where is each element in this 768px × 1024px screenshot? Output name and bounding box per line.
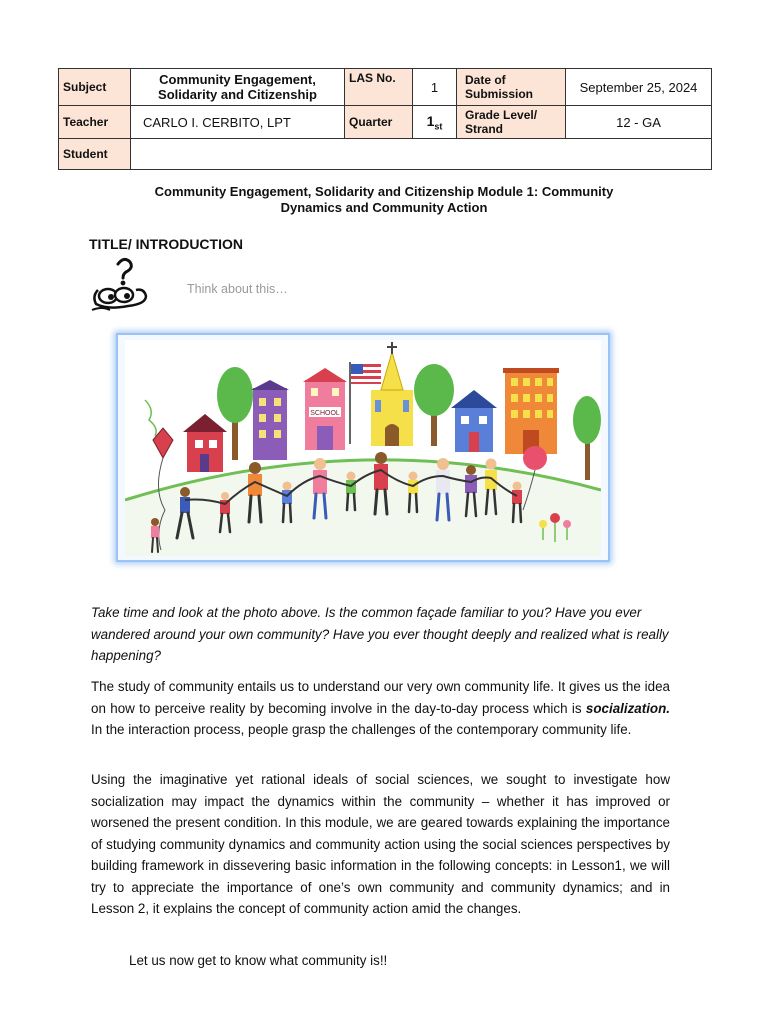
community-photo (116, 333, 610, 562)
think-about-this-text: Think about this… (187, 282, 288, 296)
subject-value: Community Engagement, Solidarity and Citizenship (131, 69, 345, 106)
las-value: 1 (413, 69, 457, 106)
date-value: September 25, 2024 (566, 69, 712, 106)
student-value-field[interactable] (131, 139, 712, 170)
module-title: Community Engagement, Solidarity and Citizenship Module 1: Community Dynamics and Community Action (154, 184, 614, 215)
quarter-value: $1_{st}$ (413, 106, 457, 139)
community-illustration (125, 340, 601, 556)
student-label: Student (59, 139, 131, 170)
thinking-eyes-icon (88, 254, 152, 314)
teacher-value: CARLO I. CERBITO, LPT (131, 106, 345, 139)
las-label: LAS No. (345, 69, 413, 106)
teacher-label: Teacher (59, 106, 131, 139)
intro-paragraph-4: Let us now get to know what community is!! (129, 953, 388, 968)
intro-paragraph-3: Using the imaginative yet rational ideals of social sciences, we sought to investigate how socialization may impact the dynamics within the community – whether it has improved or worsened the present condition. In this module, we are geared towards explaining the importance of studying community dynamics and community action using the social sciences perspectives by building framework in dissevering basic information in the following concepts: in Lesson1, we will try to appreciate the importance of one’s own community and community dynamics; and in Lesson 2, it explains the concept of community action amid the changes. (91, 772, 670, 916)
subject-label: Subject (59, 69, 131, 106)
quarter-label: Quarter (345, 106, 413, 139)
socialization-emphasis: socialization. (585, 700, 670, 716)
header-table (58, 68, 712, 170)
school-sign-text: SCHOOL (310, 410, 340, 417)
intro-paragraph-1: Take time and look at the photo above. Is the common façade familiar to you? Have you ever wandered around your own community? Have you ever thought deeply and realized what is really happening? (91, 605, 669, 663)
section-title: TITLE/ INTRODUCTION (89, 236, 243, 252)
date-label: Date of Submission (457, 69, 566, 106)
grade-label: Grade Level/ Strand (457, 106, 566, 139)
intro-paragraph-2: The study of community entails us to understand our very own community life. It gives us the idea on how to perceive reality by becoming involve in the day-to-day process which is socialization. In the interaction process, people grasp the challenges of the contemporary community life. (91, 679, 670, 737)
grade-value: 12 - GA (566, 106, 712, 139)
